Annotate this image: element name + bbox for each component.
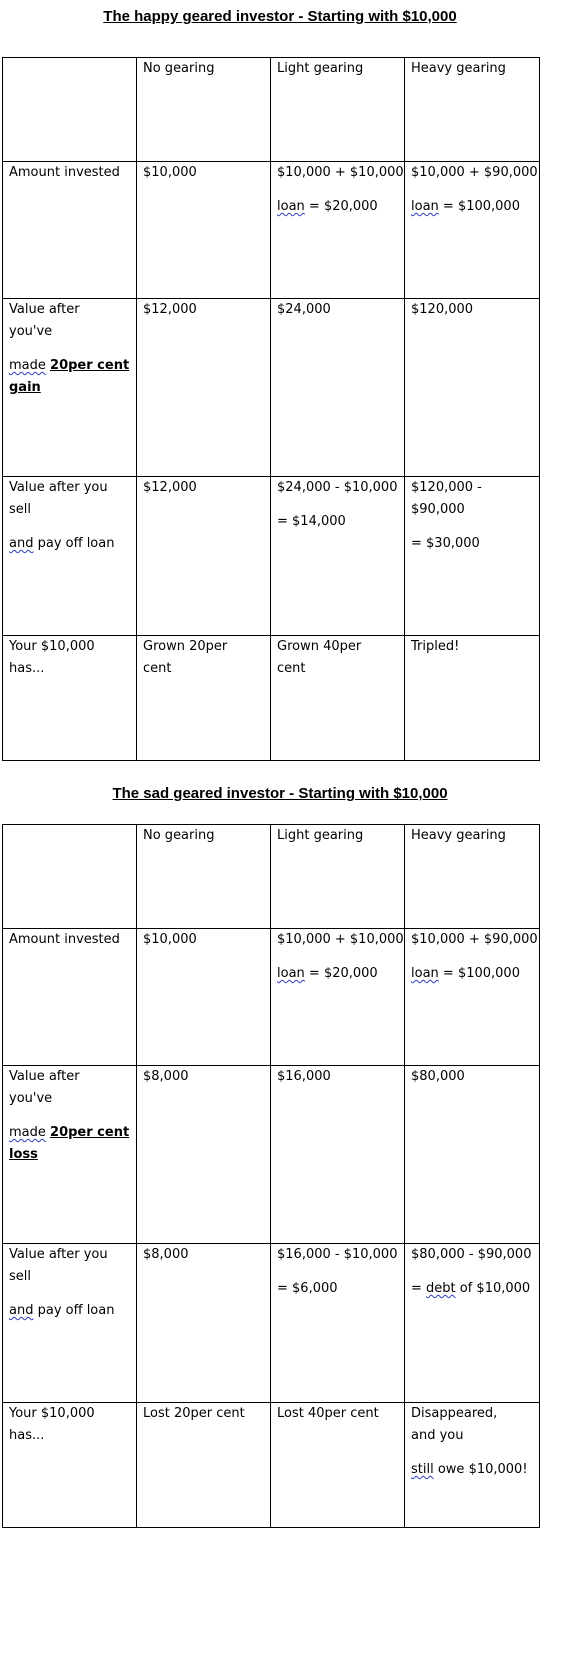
table-row-amount-invested [3, 929, 540, 1066]
row-label-amount-invested [3, 929, 137, 1066]
value-line-2: cent [277, 661, 306, 676]
spellcheck-word: debt [426, 1281, 456, 1296]
spellcheck-word: and [9, 1303, 34, 1318]
label-text: Amount invested [9, 165, 120, 180]
row-label-amount-invested [3, 162, 137, 299]
spellcheck-word: and [9, 536, 34, 551]
label-line-1: Value after you [9, 1247, 108, 1262]
cell-heavy-gearing-amount [405, 162, 540, 299]
value-line-1: Disappeared, [411, 1406, 498, 1421]
value-line-2: and you [411, 1428, 464, 1443]
label-line-3 [9, 1122, 130, 1144]
label-line-1: Value after you [9, 480, 108, 495]
cell-no-gearing-sell [137, 477, 271, 636]
header-light-gearing: Light gearing [271, 825, 405, 929]
row-label-result [3, 636, 137, 761]
value-line-3: = $30,000 [411, 536, 480, 551]
cell-light-gearing-amount [271, 162, 405, 299]
label-text: Amount invested [9, 932, 120, 947]
value-text: Lost 40per cent [277, 1406, 379, 1421]
value-line-2 [277, 196, 398, 218]
value-line-1: $16,000 - $10,000 [277, 1247, 398, 1262]
header-light-gearing: Light gearing [271, 58, 405, 162]
label-line-1: Your $10,000 [9, 1406, 95, 1421]
cell-no-gearing-result [137, 1403, 271, 1528]
cell-heavy-gearing-value [405, 299, 540, 477]
label-line-2: sell [9, 502, 31, 517]
value-text: $8,000 [143, 1247, 189, 1262]
row-label-value-after-gain [3, 299, 137, 477]
label-line-4 [9, 377, 130, 399]
value-text: $80,000 [411, 1069, 465, 1084]
table-row-amount-invested [3, 162, 540, 299]
label-line-4 [9, 1144, 130, 1166]
sad-investor-title: The sad geared investor - Starting with $10,000 [112, 785, 448, 802]
header-no-gearing: No gearing [137, 58, 271, 162]
header-heavy-gearing: Heavy gearing [405, 58, 540, 162]
value-text: = $20,000 [304, 966, 378, 981]
value-text: = [411, 1281, 427, 1296]
emphasis-text: gain [9, 380, 41, 395]
cell-heavy-gearing-sell [405, 1244, 540, 1403]
row-label-result [3, 1403, 137, 1528]
value-text: $10,000 [143, 932, 197, 947]
label-line-3 [9, 355, 130, 377]
value-text: owe $10,000! [433, 1462, 528, 1477]
header-no-gearing: No gearing [137, 825, 271, 929]
value-line-1: $120,000 - [411, 480, 482, 495]
cell-no-gearing-value [137, 1066, 271, 1244]
cell-light-gearing-value [271, 1066, 405, 1244]
table-row-value-after-sell [3, 1244, 540, 1403]
label-line-1: Value after [9, 1069, 80, 1084]
value-line-1: $80,000 - $90,000 [411, 1247, 532, 1262]
cell-light-gearing-sell [271, 477, 405, 636]
cell-heavy-gearing-amount [405, 929, 540, 1066]
value-line-1: $10,000 + $90,000 [411, 165, 538, 180]
value-text: $12,000 [143, 480, 197, 495]
value-line-3 [411, 1459, 533, 1481]
table-row-result [3, 636, 540, 761]
cell-no-gearing-value [137, 299, 271, 477]
value-text: $10,000 [143, 165, 197, 180]
emphasis-text: 20per cent [50, 358, 130, 373]
cell-light-gearing-amount [271, 929, 405, 1066]
row-label-value-after-loss [3, 1066, 137, 1244]
label-line-3 [9, 1300, 130, 1322]
value-line-1: Grown 20per [143, 639, 228, 654]
cell-light-gearing-value [271, 299, 405, 477]
value-line-2: cent [143, 661, 172, 676]
value-line-1: $10,000 + $10,000 [277, 165, 404, 180]
spellcheck-word: loan [277, 966, 305, 981]
cell-light-gearing-result [271, 636, 405, 761]
value-line-1: $10,000 + $10,000 [277, 932, 404, 947]
value-text: $120,000 [411, 302, 474, 317]
cell-no-gearing-amount [137, 162, 271, 299]
spellcheck-word: still [411, 1462, 434, 1477]
spellcheck-word: loan [277, 199, 305, 214]
table-row-result [3, 1403, 540, 1528]
cell-no-gearing-result [137, 636, 271, 761]
table-header-row [3, 825, 540, 929]
value-line-1: Grown 40per [277, 639, 362, 654]
table-row-value-after-gain [3, 299, 540, 477]
spellcheck-word: loan [411, 199, 439, 214]
header-empty-cell [3, 825, 137, 929]
table-header-row [3, 58, 540, 162]
value-line-2 [411, 1278, 533, 1300]
label-line-1: Value after [9, 302, 80, 317]
spellcheck-word: made [9, 358, 46, 373]
header-empty-cell [3, 58, 137, 162]
value-text: $8,000 [143, 1069, 189, 1084]
value-line-1: $24,000 - $10,000 [277, 480, 398, 495]
value-line-2: = $6,000 [277, 1281, 338, 1296]
value-text: of $10,000 [455, 1281, 531, 1296]
label-line-2: has... [9, 1428, 45, 1443]
cell-no-gearing-sell [137, 1244, 271, 1403]
cell-heavy-gearing-result [405, 636, 540, 761]
table-row-value-after-loss [3, 1066, 540, 1244]
cell-heavy-gearing-sell [405, 477, 540, 636]
value-text: $12,000 [143, 302, 197, 317]
emphasis-text: 20per cent [50, 1125, 130, 1140]
table-row-value-after-sell [3, 477, 540, 636]
value-text: = $100,000 [438, 199, 520, 214]
happy-investor-table [2, 57, 540, 761]
label-line-3 [9, 533, 130, 555]
spellcheck-word: loan [411, 966, 439, 981]
label-line-2: sell [9, 1269, 31, 1284]
cell-heavy-gearing-value [405, 1066, 540, 1244]
cell-no-gearing-amount [137, 929, 271, 1066]
value-text: Lost 20per cent [143, 1406, 245, 1421]
label-text: pay off loan [33, 1303, 115, 1318]
row-label-value-after-sell [3, 477, 137, 636]
cell-light-gearing-result [271, 1403, 405, 1528]
value-text: Tripled! [411, 639, 460, 654]
row-label-value-after-sell [3, 1244, 137, 1403]
value-line-1: $10,000 + $90,000 [411, 932, 538, 947]
value-line-2 [411, 963, 533, 985]
cell-light-gearing-sell [271, 1244, 405, 1403]
emphasis-text: loss [9, 1147, 38, 1162]
value-line-2 [277, 963, 398, 985]
label-text: pay off loan [33, 536, 115, 551]
label-line-1: Your $10,000 [9, 639, 95, 654]
value-line-2 [411, 196, 533, 218]
value-text: = $100,000 [438, 966, 520, 981]
value-line-2: $90,000 [411, 502, 465, 517]
header-heavy-gearing: Heavy gearing [405, 825, 540, 929]
happy-investor-title: The happy geared investor - Starting with $10,000 [103, 8, 457, 25]
label-line-2: you've [9, 1091, 53, 1106]
value-line-2: = $14,000 [277, 514, 346, 529]
value-text: $24,000 [277, 302, 331, 317]
cell-heavy-gearing-result [405, 1403, 540, 1528]
value-text: $16,000 [277, 1069, 331, 1084]
value-text: = $20,000 [304, 199, 378, 214]
sad-investor-table [2, 824, 540, 1528]
label-line-2: has... [9, 661, 45, 676]
label-line-2: you've [9, 324, 53, 339]
spellcheck-word: made [9, 1125, 46, 1140]
